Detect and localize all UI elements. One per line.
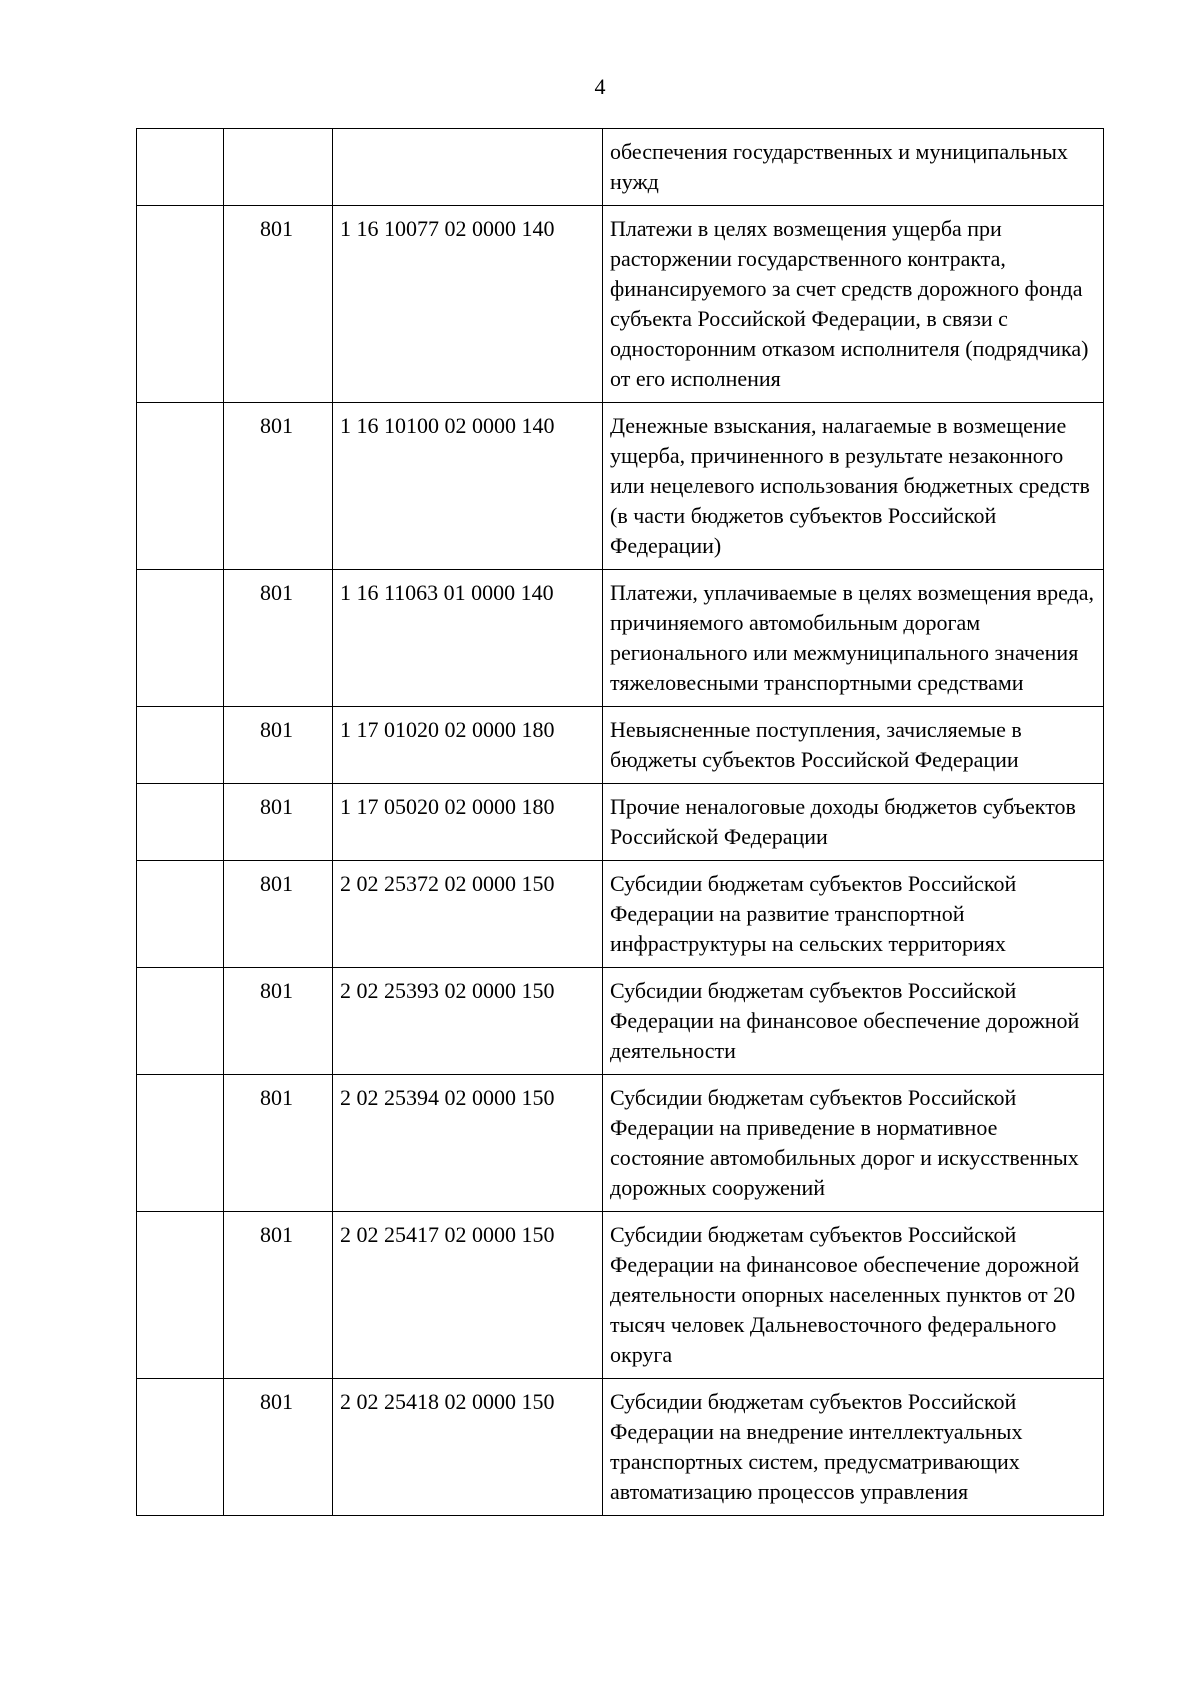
administrator-code-cell: 801 [224,1075,333,1212]
administrator-code-cell: 801 [224,784,333,861]
revenue-name-cell: обеспечения государственных и муниципальных нужд [603,129,1104,206]
budget-classification-code-cell: 2 02 25372 02 0000 150 [333,861,603,968]
page-number: 4 [594,74,606,99]
budget-classification-code-cell: 2 02 25418 02 0000 150 [333,1379,603,1516]
budget-classification-code-cell: 1 16 10077 02 0000 140 [333,206,603,403]
revenue-codes-table [136,128,1104,1516]
budget-classification-code-cell: 2 02 25417 02 0000 150 [333,1212,603,1379]
budget-classification-code-cell: 2 02 25394 02 0000 150 [333,1075,603,1212]
administrator-code-cell: 801 [224,1379,333,1516]
administrator-code-cell [224,129,333,206]
table-row [137,570,1104,707]
table-row [137,1212,1104,1379]
blank-cell [137,861,224,968]
administrator-code-cell: 801 [224,206,333,403]
revenue-name-cell: Субсидии бюджетам субъектов Российской Федерации на приведение в нормативное состояние автомобильных дорог и искусственных дорожных сооружений [603,1075,1104,1212]
blank-cell [137,129,224,206]
revenue-name-cell: Платежи в целях возмещения ущерба при расторжении государственного контракта, финансируемого за счет средств дорожного фонда субъекта Российской Федерации, в связи с односторонним отказом исполнителя (подрядчика) от его исполнения [603,206,1104,403]
revenue-name-cell: Субсидии бюджетам субъектов Российской Федерации на финансовое обеспечение дорожной деятельности опорных населенных пунктов от 20 тысяч человек Дальневосточного федерального округа [603,1212,1104,1379]
revenue-name-cell: Субсидии бюджетам субъектов Российской Федерации на внедрение интеллектуальных транспортных систем, предусматривающих автоматизацию процессов управления [603,1379,1104,1516]
blank-cell [137,968,224,1075]
table-row [137,129,1104,206]
budget-classification-code-cell [333,129,603,206]
revenue-name-cell: Платежи, уплачиваемые в целях возмещения вреда, причиняемого автомобильным дорогам регионального или межмуниципального значения тяжеловесными транспортными средствами [603,570,1104,707]
revenue-name-cell: Субсидии бюджетам субъектов Российской Федерации на развитие транспортной инфраструктуры на сельских территориях [603,861,1104,968]
table-row [137,403,1104,570]
administrator-code-cell: 801 [224,707,333,784]
budget-classification-code-cell: 2 02 25393 02 0000 150 [333,968,603,1075]
blank-cell [137,1212,224,1379]
blank-cell [137,1075,224,1212]
administrator-code-cell: 801 [224,403,333,570]
blank-cell [137,1379,224,1516]
administrator-code-cell: 801 [224,861,333,968]
table-row [137,707,1104,784]
budget-classification-code-cell: 1 16 11063 01 0000 140 [333,570,603,707]
budget-classification-code-cell: 1 17 01020 02 0000 180 [333,707,603,784]
revenue-name-cell: Прочие неналоговые доходы бюджетов субъектов Российской Федерации [603,784,1104,861]
table-row [137,1379,1104,1516]
blank-cell [137,570,224,707]
budget-classification-code-cell: 1 17 05020 02 0000 180 [333,784,603,861]
revenue-name-cell: Субсидии бюджетам субъектов Российской Федерации на финансовое обеспечение дорожной деятельности [603,968,1104,1075]
table-row [137,206,1104,403]
blank-cell [137,403,224,570]
table-row [137,968,1104,1075]
blank-cell [137,707,224,784]
revenue-name-cell: Невыясненные поступления, зачисляемые в бюджеты субъектов Российской Федерации [603,707,1104,784]
budget-classification-code-cell: 1 16 10100 02 0000 140 [333,403,603,570]
revenue-name-cell: Денежные взыскания, налагаемые в возмещение ущерба, причиненного в результате незаконного или нецелевого использования бюджетных средств (в части бюджетов субъектов Российской Федерации) [603,403,1104,570]
administrator-code-cell: 801 [224,968,333,1075]
administrator-code-cell: 801 [224,1212,333,1379]
table-row [137,1075,1104,1212]
blank-cell [137,206,224,403]
table-row [137,784,1104,861]
administrator-code-cell: 801 [224,570,333,707]
blank-cell [137,784,224,861]
table-row [137,861,1104,968]
